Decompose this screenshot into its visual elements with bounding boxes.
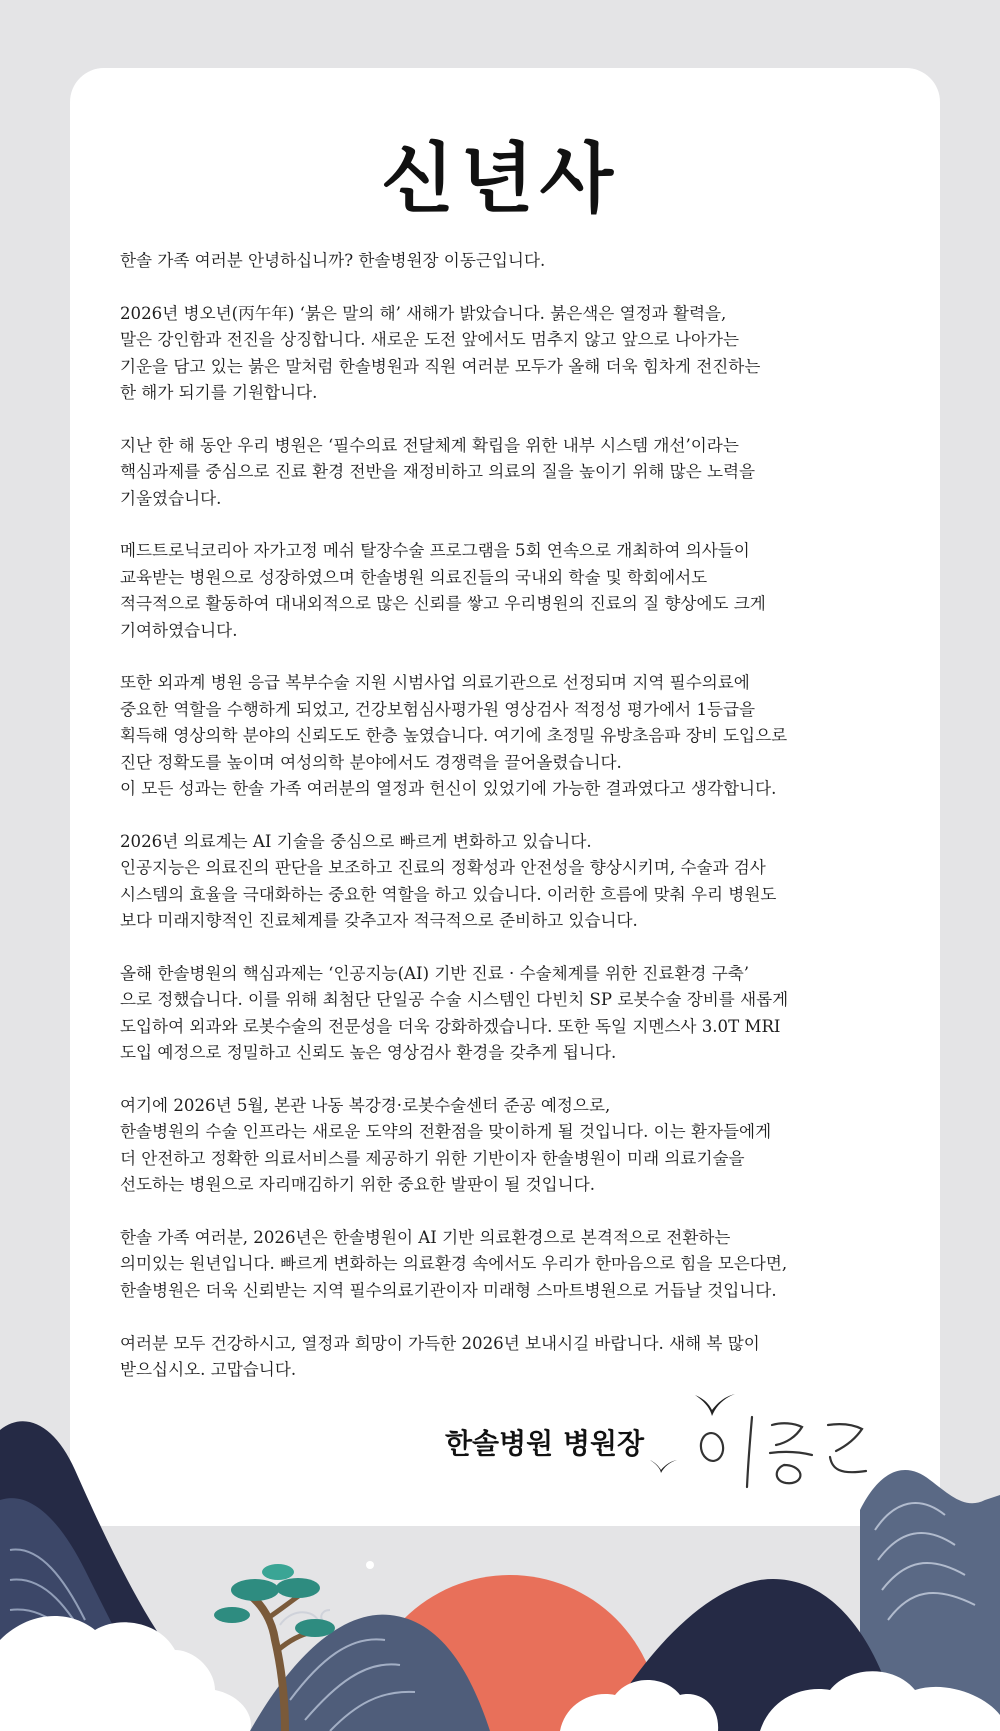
paragraph: 지난 한 해 동안 우리 병원은 ‘필수의료 전달체계 확립을 위한 내부 시스템 개선’이라는 핵심과제를 중심으로 진료 환경 전반을 재정비하고 의료의 질을 높이기 위해 많은 노력을 기울였습니다.: [120, 435, 756, 508]
paragraph: 한솔 가족 여러분, 2026년은 한솔병원이 AI 기반 의료환경으로 본격적으로 전환하는 의미있는 원년입니다. 빠르게 변화하는 의료환경 속에서도 우리가 한마음으로 힘을 모은다면, 한솔병원은 더욱 신뢰받는 지역 필수의료기관이자 미래형 스마트병원으로 거듭날 것입니다.: [120, 1227, 788, 1300]
paragraph: 2026년 병오년(丙午年) ‘붉은 말의 해’ 새해가 밝았습니다. 붉은색은 열정과 활력을, 말은 강인함과 전진을 상징합니다. 새로운 도전 앞에서도 멈추지 않고 앞으로 나아가는 기운을 담고 있는 붉은 말처럼 한솔병원과 직원 여러분 모두가 올해 더욱 힘차게 전진하는 한 해가 되기를 기원합니다.: [120, 303, 761, 403]
paragraph: 2026년 의료계는 AI 기술을 중심으로 빠르게 변화하고 있습니다. 인공지능은 의료진의 판단을 보조하고 진료의 정확성과 안전성을 향상시키며, 수술과 검사 시스템의 효율을 극대화하는 중요한 역할을 하고 있습니다. 이러한 흐름에 맞춰 우리 병원도 보다 미래지향적인 진료체계를 갖추고자 적극적으로 준비하고 있습니다.: [120, 831, 777, 931]
paragraph: 메드트로닉코리아 자가고정 메쉬 탈장수술 프로그램을 5회 연속으로 개최하여 의사들이 교육받는 병원으로 성장하였으며 한솔병원 의료진들의 국내외 학술 및 학회에서도 적극적으로 활동하여 대내외적으로 많은 신뢰를 쌓고 우리병원의 진료의 질 향상에도 크게 기여하였습니다.: [120, 541, 766, 640]
bird-icon: [650, 1460, 677, 1473]
paragraph: 한솔 가족 여러분 안녕하십니까? 한솔병원장 이동근입니다.: [120, 251, 546, 270]
paragraph: 여러분 모두 건강하시고, 열정과 희망이 가득한 2026년 보내시길 바랍니다. 새해 복 많이 받으십시오. 고맙습니다.: [120, 1333, 760, 1379]
bird-icon: [695, 1394, 735, 1416]
signoff-title: 한솔병원 병원장: [445, 1427, 645, 1460]
paragraph: 여기에 2026년 5월, 본관 나동 복강경·로봇수술센터 준공 예정으로, 한솔병원의 수술 인프라는 새로운 도약의 전환점을 맞이하게 될 것입니다. 이는 환자들에게 더 안전하고 정확한 의료서비스를 제공하기 위한 기반이자 한솔병원이 미래 의료기술을 선도하는 병원으로 자리매김하기 위한 중요한 발판이 될 것입니다.: [120, 1095, 772, 1195]
letter-body: [120, 248, 900, 1410]
paragraph: 또한 외과계 병원 응급 복부수술 지원 시범사업 의료기관으로 선정되며 지역 필수의료에 중요한 역할을 수행하게 되었고, 건강보험심사평가원 영상검사 적정성 평가에서 1등급을 획득해 영상의학 분야의 신뢰도도 한층 높였습니다. 여기에 초정밀 유방초음파 장비 도입으로 진단 정확도를 높이며 여성의학 분야에서도 경쟁력을 끌어올렸습니다. 이 모든 성과는 한솔 가족 여러분의 열정과 헌신이 있었기에 가능한 결과였다고 생각합니다.: [120, 673, 788, 799]
landscape-illustration: [0, 1340, 1000, 1731]
page-title: 신년사: [380, 134, 620, 223]
cloud-left: [0, 1616, 251, 1731]
paragraph: 올해 한솔병원의 핵심과제는 ‘인공지능(AI) 기반 진료 · 수술체계를 위한 진료환경 구축’ 으로 정했습니다. 이를 위해 최첨단 단일공 수술 시스템인 다빈치 SP 로봇수술 장비를 새롭게 도입하여 외과와 로봇수술의 전문성을 더욱 강화하겠습니다. 또한 독일 지멘스사 3.0T MRI 도입 예정으로 정밀하고 신뢰도 높은 영상검사 환경을 갖추게 됩니다.: [120, 963, 789, 1063]
star-dot: [366, 1561, 374, 1569]
